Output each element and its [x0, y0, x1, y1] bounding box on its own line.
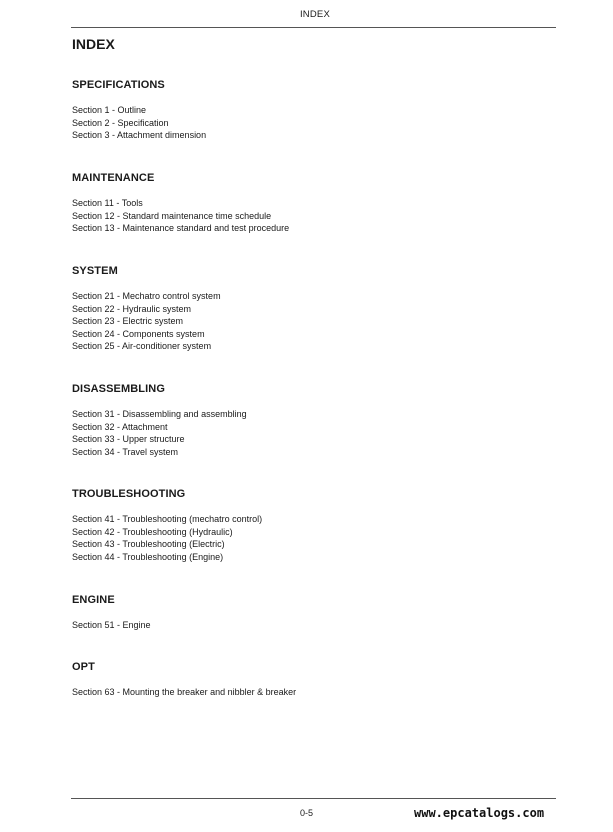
entry-item: Section 23 - Electric system: [72, 316, 184, 326]
entry-item: Section 43 - Troubleshooting (Electric): [72, 539, 225, 549]
entry-item: Section 22 - Hydraulic system: [72, 303, 192, 314]
group-disassembling: [72, 383, 552, 458]
entry-item: Section 63 - Mounting the breaker and nibbler & breaker: [72, 687, 297, 697]
entry-item: Section 13 - Maintenance standard and test procedure: [72, 223, 290, 233]
entry-item: Section 11 - Tools: [72, 198, 143, 208]
group-specifications: [72, 79, 552, 142]
group-heading: DISASSEMBLING: [72, 383, 165, 395]
entry-item: Section 33 - Upper structure: [72, 434, 185, 444]
group-heading: SPECIFICATIONS: [72, 79, 165, 91]
entry-list: [72, 619, 552, 632]
entry-item: Section 51 - Engine: [72, 620, 151, 630]
entry-item: Section 21 - Mechatro control system: [72, 291, 221, 301]
group-troubleshooting: [72, 488, 552, 563]
group-system: [72, 265, 552, 353]
entry-item: Section 24 - Components system: [72, 328, 205, 339]
entry-item: Section 34 - Travel system: [72, 446, 179, 457]
entry-list: [72, 197, 552, 235]
group-heading: OPT: [72, 661, 95, 673]
entry-item: Section 44 - Troubleshooting (Engine): [72, 551, 224, 562]
entry-list: [72, 513, 552, 563]
group-opt: [72, 661, 552, 699]
footer-rule: [71, 798, 556, 799]
entry-item: Section 31 - Disassembling and assembling: [72, 409, 247, 419]
group-heading: MAINTENANCE: [72, 172, 155, 184]
entry-list: [72, 686, 552, 699]
group-heading: TROUBLESHOOTING: [72, 488, 186, 500]
group-heading: SYSTEM: [72, 265, 118, 277]
running-header: INDEX: [299, 9, 331, 20]
entry-item: Section 1 - Outline: [72, 105, 147, 115]
group-engine: [72, 594, 552, 632]
entry-item: Section 12 - Standard maintenance time schedule: [72, 210, 272, 221]
entry-item: Section 25 - Air-conditioner system: [72, 341, 212, 351]
page-title: INDEX: [72, 36, 115, 52]
entry-list: [72, 408, 552, 458]
group-maintenance: [72, 172, 552, 235]
entry-item: Section 3 - Attachment dimension: [72, 130, 207, 140]
entry-list: [72, 290, 552, 353]
group-heading: ENGINE: [72, 594, 115, 606]
header-rule: [71, 27, 556, 28]
entry-item: Section 32 - Attachment: [72, 421, 168, 432]
watermark-text: www.epcatalogs.com: [414, 806, 545, 820]
entry-item: Section 2 - Specification: [72, 117, 169, 128]
page-number: 0-5: [300, 808, 314, 818]
entry-list: [72, 104, 552, 142]
entry-item: Section 42 - Troubleshooting (Hydraulic): [72, 526, 233, 537]
entry-item: Section 41 - Troubleshooting (mechatro control): [72, 514, 263, 524]
